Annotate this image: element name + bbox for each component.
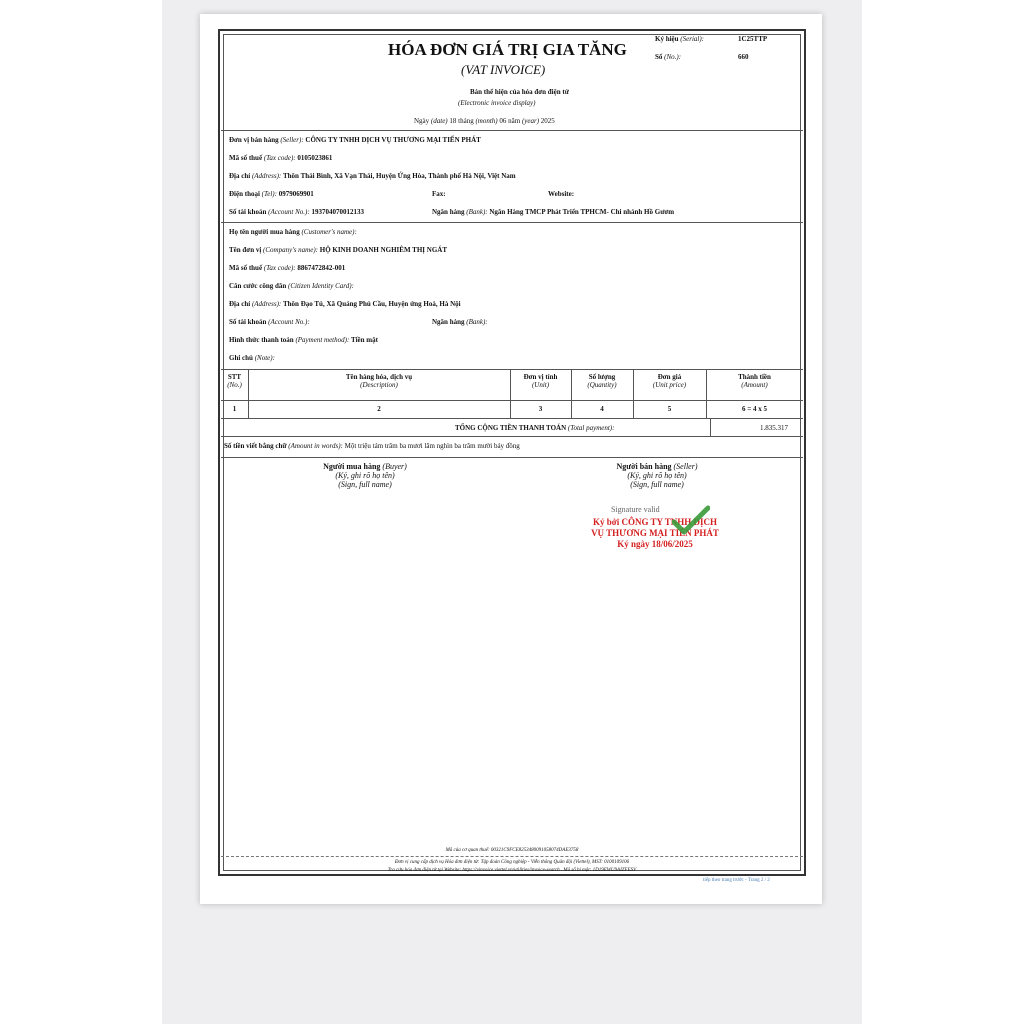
invoice-subtitle: (VAT INVOICE) [461, 62, 546, 77]
signature-check-icon [672, 505, 710, 535]
buyer-cic-row: Căn cước công dân (Citizen Identity Card): [229, 282, 354, 290]
footer-provider: Đơn vị cung cấp dịch vụ Hóa đơn điện tử: Tập đoàn Công nghiệp - Viễn thông Quân đội (Viettel), MST: 0100109106 [394, 860, 630, 865]
seller-account-row: Số tài khoản (Account No.): 193704070012133 [229, 208, 364, 216]
seller-name-row: Đơn vị bán hàng (Seller): CÔNG TY TNHH DỊCH VỤ THƯƠNG MẠI TIẾN PHÁT [229, 136, 481, 144]
digital-signature-stamp: Ký bởi CÔNG TY TNHH DỊCH VỤ THƯƠNG MẠI TIẾN PHÁT Ký ngày 18/06/2025 [591, 517, 719, 549]
table-header-border [221, 400, 803, 401]
display-label: Bản thể hiện của hóa đơn điện tử [470, 88, 569, 96]
no-label: Số (No.): [655, 53, 682, 61]
display-label-en: (Electronic invoice display) [458, 99, 536, 107]
seller-website-label: Website: [548, 190, 575, 198]
table-index-cell: 6 = 4 x 5 [742, 405, 767, 413]
table-header-cell: STT (No.) [227, 373, 242, 389]
table-row-border [221, 418, 803, 419]
buyer-tax-row: Mã số thuế (Tax code): 8867472842-001 [229, 264, 346, 272]
table-header-cell: Tên hàng hóa, dịch vụ (Description) [345, 373, 413, 389]
no-value: 660 [738, 53, 749, 61]
invoice-date: Ngày (date) 18 tháng (month) 06 năm (year) 2025 [414, 117, 555, 125]
divider [221, 457, 803, 458]
seller-tax-row: Mã số thuế (Tax code): 0105023861 [229, 154, 333, 162]
footer-authority-code: Mã của cơ quan thuế: 00321C9FCE8253480091058074DAE3758 [445, 848, 579, 853]
page-indicator: tiếp theo trang trước - Trang 2 / 2 [703, 878, 770, 883]
buyer-company-row: Tên đơn vị (Company's name): HỘ KINH DOANH NGHIÊM THỊ NGÁT [229, 246, 447, 254]
footer-dashed-divider [221, 856, 803, 858]
table-index-cell: 4 [600, 405, 604, 413]
footer-lookup: Tra cứu hóa đơn điện tử tại Website: https://vinvoice.viettel.vn/utilities/invoice-search . Mã số bí mật: 1D19EWU9AIZFESV [387, 868, 637, 873]
table-header-cell: Số lượng (Quantity) [587, 373, 617, 389]
buyer-account-row: Số tài khoản (Account No.): [229, 318, 310, 326]
serial-value: 1C25TTP [738, 35, 768, 43]
table-header-cell: Đơn giá (Unit price) [652, 373, 687, 389]
seller-phone-row: Điện thoại (Tel): 0979069901 [229, 190, 314, 198]
invoice-title: HÓA ĐƠN GIÁ TRỊ GIA TĂNG [388, 40, 627, 59]
divider [221, 130, 803, 131]
seller-fax-label: Fax: [432, 190, 446, 198]
divider [221, 436, 803, 437]
serial-label: Ký hiệu (Serial): [655, 35, 705, 43]
seller-signature-block: Người bán hàng (Seller) (Ký, ghi rõ họ tên) (Sign, full name) [616, 462, 698, 489]
buyer-bank-row: Ngân hàng (Bank): [432, 318, 488, 326]
buyer-signature-block: Người mua hàng (Buyer) (Ký, ghi rõ họ tên) (Sign, full name) [323, 462, 407, 489]
total-label: TỔNG CỘNG TIỀN THANH TOÁN (Total payment): [455, 424, 615, 432]
signature-valid-text: Signature valid [611, 505, 660, 514]
table-header-cell: Thành tiền (Amount) [738, 373, 771, 389]
table-index-cell: 3 [538, 405, 543, 413]
amount-in-words: Số tiền viết bằng chữ (Amount in words): Một triệu tám trăm ba mươi lăm nghìn ba trăm mười bảy đồng [224, 442, 520, 450]
table-top-border [221, 369, 803, 370]
total-value: 1.835.317 [760, 424, 788, 432]
buyer-payment-row: Hình thức thanh toán (Payment method): Tiền mặt [229, 336, 378, 344]
table-index-cell: 1 [232, 405, 237, 413]
table-index-cell: 2 [377, 405, 381, 413]
divider [221, 222, 803, 223]
buyer-note-row: Ghi chú (Note): [229, 354, 275, 362]
seller-bank-row: Ngân hàng (Bank): Ngân Hàng TMCP Phát Triển TPHCM- Chi nhánh Hồ Gươm [432, 208, 675, 216]
buyer-address-row: Địa chỉ (Address): Thôn Đạo Tú, Xã Quảng Phú Cầu, Huyện ứng Hoà, Hà Nội [229, 300, 461, 308]
seller-address-row: Địa chỉ (Address): Thôn Thái Bình, Xã Vạn Thái, Huyện Ứng Hòa, Thành phố Hà Nội, Việt Nam [229, 172, 516, 180]
table-index-cell: 5 [667, 405, 672, 413]
table-header-cell: Đơn vị tính (Unit) [523, 373, 558, 389]
total-value-divider [710, 418, 711, 436]
buyer-customer-row: Họ tên người mua hàng (Customer's name): [229, 228, 357, 236]
